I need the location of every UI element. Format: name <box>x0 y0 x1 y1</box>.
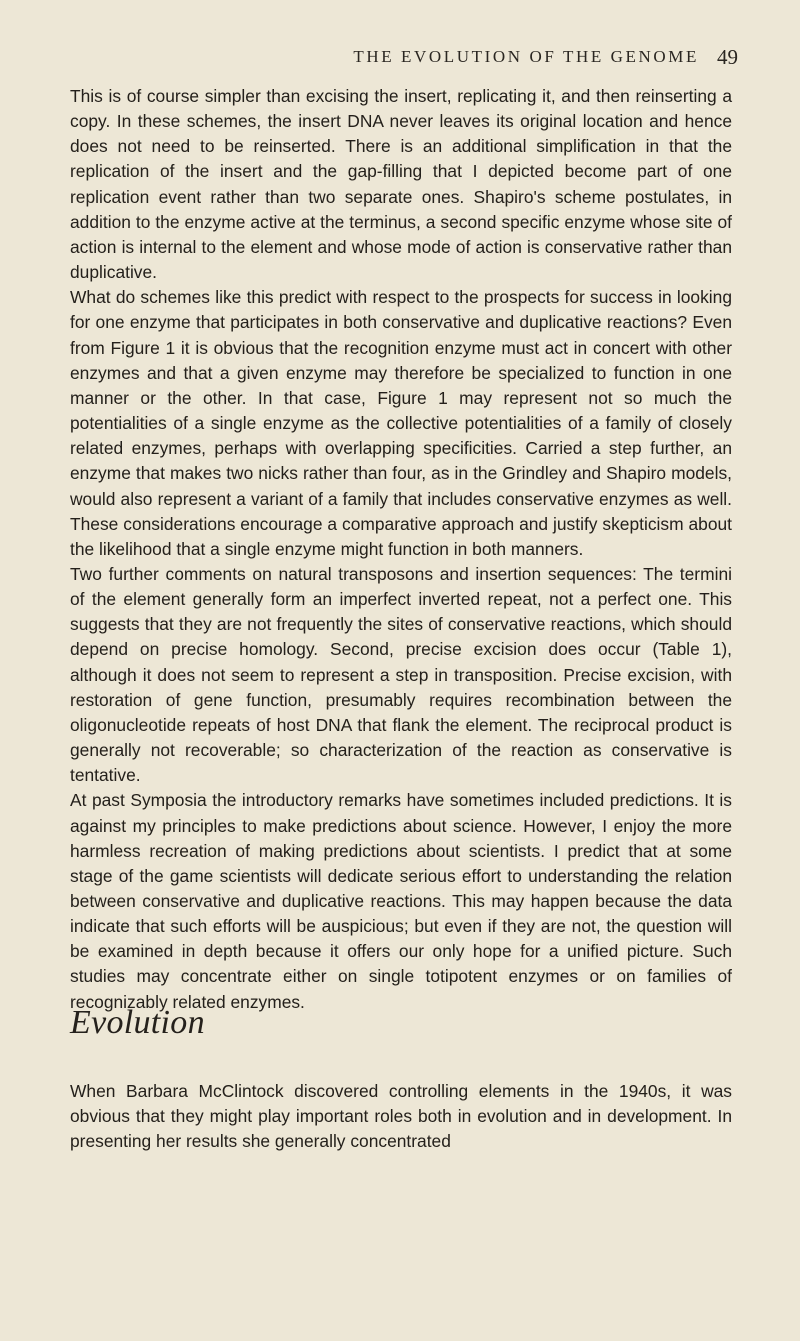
paragraph-evolution-intro: When Barbara McClintock discovered controlling elements in the 1940s, it was obvious that they might play important roles both in evolution and in development. In presenting her results she generally concentrated <box>70 1081 732 1152</box>
paragraph-symposia-predictions: At past Symposia the introductory remarks have sometimes included predictions. It is against my principles to make predictions about science. However, I enjoy the more harmless recreation of making predictions about scientists. I predict that at some stage of the game scientists will dedicate serious effort to understanding the relation between conservative and duplicative reactions. This may happen because the data indicate that such efforts will be auspicious; but even if they are not, the question will be examined in depth because it offers our only hope for a unified picture. Such studies may concentrate either on single totipotent enzymes or on families of recognizably related enzymes. <box>70 790 732 1012</box>
running-header <box>353 42 738 72</box>
paragraph-replication-schemes: This is of course simpler than excising the insert, replicating it, and then reinserting a copy. In these schemes, the insert DNA never leaves its original location and hence does not need to be reinserted. There is an additional simplification in that the replication of the insert and the gap-filling that I depicted become part of one replication event rather than two separate ones. Shapiro's scheme postulates, in addition to the enzyme active at the terminus, a second specific enzyme whose site of action is internal to the element and whose mode of action is conservative rather than duplicative. <box>70 86 732 283</box>
section-body <box>70 1079 732 1154</box>
section-heading: Evolution <box>70 1004 205 1041</box>
running-title: THE EVOLUTION OF THE GENOME <box>353 47 699 66</box>
body-text <box>70 84 732 1015</box>
paragraph-transposon-comments: Two further comments on natural transposons and insertion sequences: The termini of the element generally form an imperfect inverted repeat, not a perfect one. This suggests that they are not frequently the sites of conservative reactions, which should depend on precise homology. Second, precise excision does occur (Table 1), although it does not seem to represent a step in transposition. Precise excision, with restoration of gene function, presumably requires recombination between the oligonucleotide repeats of host DNA that flank the element. The reciprocal product is generally not recoverable; so characterization of the reaction as conservative is tentative. <box>70 563 732 786</box>
page-number: 49 <box>717 44 738 69</box>
paragraph-enzyme-predictions: What do schemes like this predict with respect to the prospects for success in looking for one enzyme that participates in both conservative and duplicative reactions? Even from Figure 1 it is obvious that the recognition enzyme must act in concert with other enzymes and that a given enzyme may therefore be specialized to function in one manner or the other. In that case, Figure 1 may represent not so much the potentialities of a single enzyme as the collective potentialities of a family of closely related enzymes, perhaps with overlapping specificities. Carried a step further, an enzyme that makes two nicks rather than four, as in the Grindley and Shapiro models, would also represent a variant of a family that includes conservative enzymes as well. These considerations encourage a comparative approach and justify skepticism about the likelihood that a single enzyme might function in both manners. <box>70 287 732 559</box>
